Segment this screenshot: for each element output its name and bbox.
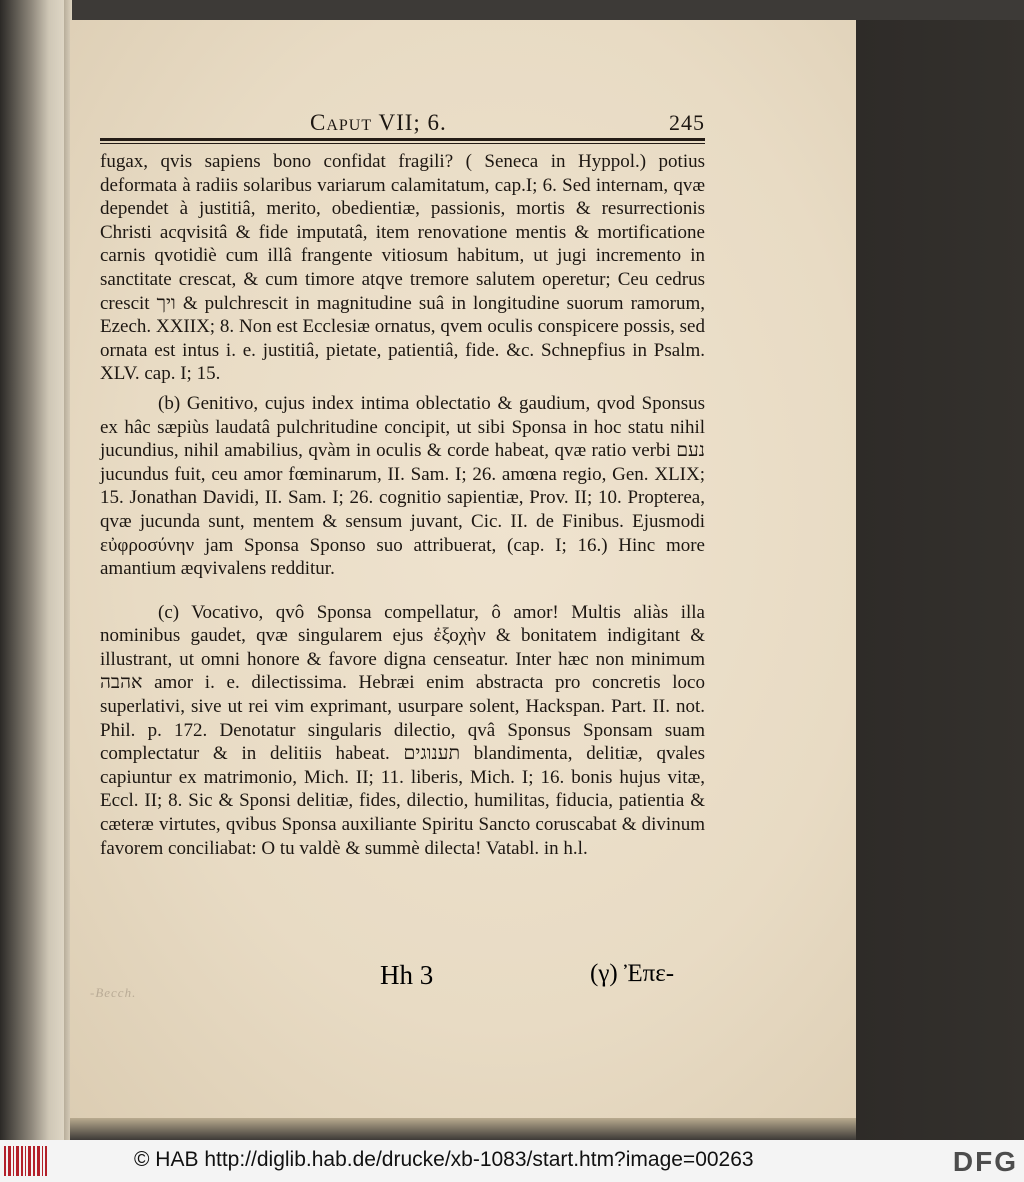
paragraph-vocativo: (c) Vocativo, qvô Sponsa compellatur, ô amor! Multis aliàs illa nominibus gaudet, qvæ singularem ejus ἐξοχὴν & bonitatem indigitant & illustrant, ut omni honore & favore digna censeatur. Inter hæc non minimum אהבה amor i. e. dilectissima. Hebræi enim abstracta pro concretis loco superlativi, sive ut rei vim exprimant, usurpare solent, Hackspan. Part. II. not. Phil. p. 172. Denotatur singularis dilectio, qvâ Sponsus Sponsam suam complectatur & in delitiis habeat. תענוגים blandimenta, delitiæ, qvales capiuntur ex matrimonio, Mich. II; 11. liberis, Mich. I; 16. bonis hujus vitæ, Eccl. II; 8. Sic & Sponsi delitiæ, fides, dilectio, humilitas, fiducia, patientia & cæteræ virtutes, qvibus Sponsa auxiliante Spiritu Sancto coruscabat & divinum favorem conciliabat: O tu valdè & summè dilecta! Vatabl. in h.l. bbox=[100, 601, 705, 859]
hab-barcode-icon bbox=[4, 1146, 50, 1176]
running-head bbox=[310, 110, 705, 136]
page-footer bbox=[100, 960, 705, 1000]
page-bottom-shadow bbox=[70, 1118, 856, 1140]
paragraph-1: fugax, qvis sapiens bono confidat fragili? ( Seneca in Hyppol.) potius deformata à radiis solaribus variarum calamitatum, cap.I; 6. Sed internam, qvæ dependet à justitiâ, merito, obedientiæ, passionis, mortis & resurrectionis Christi acqvisitâ & fide imputatâ, item renovatione mentis & mortificatione carnis qvotidiè cum illâ frangente vitiosum habitum, ut jugi incremento in sanctitate crescat, & cum timore atqve tremore salutem operetur; Ceu cedrus crescit ויך & pulchrescit in magnitudine suâ in longitudine suorum ramorum, Ezech. XXIIX; 8. Non est Ecclesiæ ornatus, qvem oculis conspicere possis, sed ornata est intus i. e. justitiâ, pietate, patientiâ, fide. &c. Schnepfius in Psalm. XLV. cap. I; 15. bbox=[100, 151, 705, 385]
paragraph-genitivo: (b) Genitivo, cujus index intima oblectatio & gaudium, qvod Sponsus ex hâc sæpiùs laudatâ pulchritudine concipit, ut sibi Sponsa in hoc statu nihil jucundius, nihil amabilius, qvàm in oculis & corde habeat, qvæ ratio verbi נעם jucundus fuit, ceu amor fœminarum, II. Sam. I; 26. amœna regio, Gen. XLIX; 15. Jonathan Davidi, II. Sam. I; 26. cognitio sapientiæ, Prov. II; 10. Propterea, qvæ jucunda sunt, mentem & sensum juvant, Cic. II. de Finibus. Ejusmodi εὐφροσύνην jam Sponsa Sponso suo attribuerat, (cap. I; 16.) Hinc more amantium æqvivalens redditur. bbox=[100, 392, 705, 580]
scan-background bbox=[856, 20, 1024, 1140]
header-rule bbox=[100, 138, 705, 141]
copyright-url-link[interactable]: © HAB http://diglib.hab.de/drucke/xb-1083/start.htm?image=00263 bbox=[134, 1148, 754, 1171]
catchword: (γ) Ἐπε- bbox=[590, 960, 675, 987]
dfg-logo: DFG bbox=[952, 1146, 1018, 1177]
chapter-title: Caput VII; 6. bbox=[310, 110, 447, 135]
adjacent-page-edge bbox=[0, 0, 70, 1140]
page-number: 245 bbox=[669, 110, 705, 135]
bleed-through-text: -Becch. bbox=[90, 985, 137, 1000]
header-rule-thin bbox=[100, 143, 705, 144]
viewer-footer-bar bbox=[0, 1140, 1024, 1182]
signature-mark: Hh 3 bbox=[380, 960, 434, 990]
page-text-block bbox=[100, 110, 705, 860]
